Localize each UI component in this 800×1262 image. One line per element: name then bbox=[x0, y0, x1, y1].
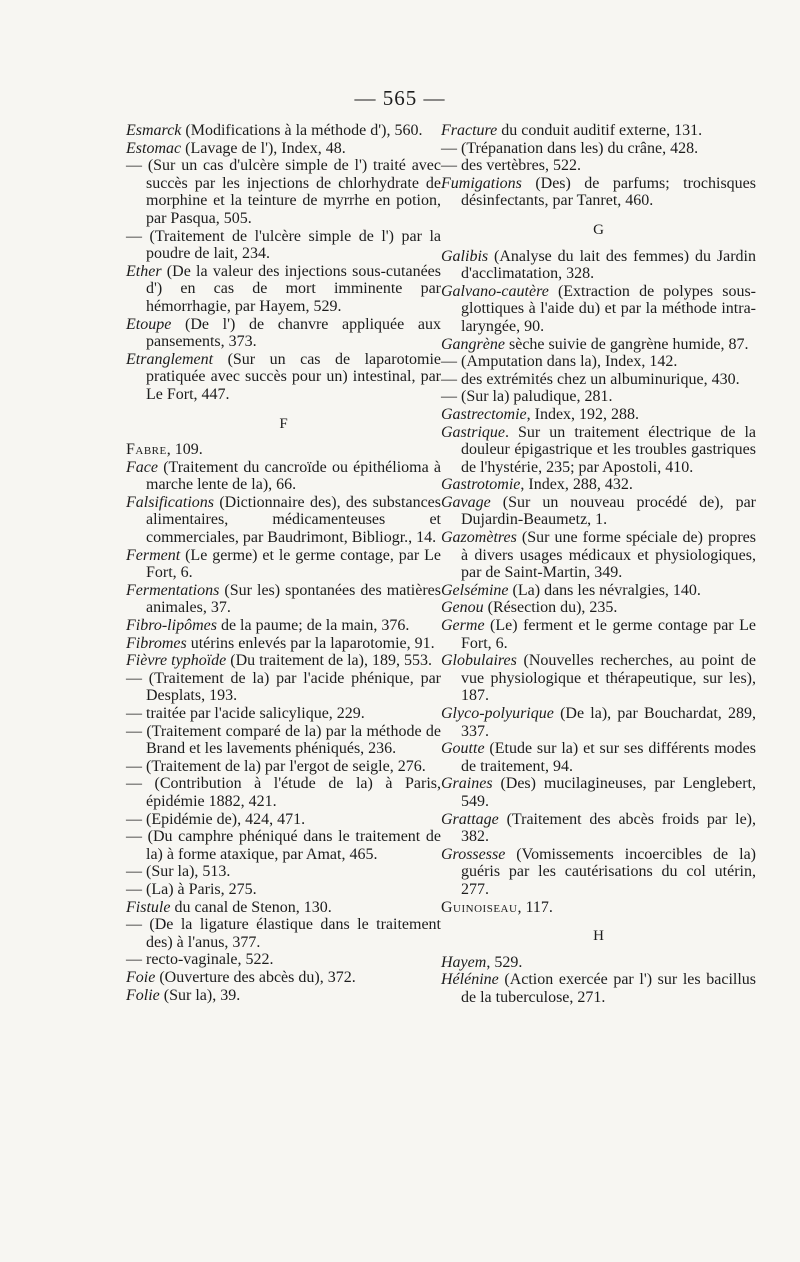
index-entry bbox=[126, 881, 441, 899]
index-entry bbox=[126, 122, 441, 140]
index-entry bbox=[441, 122, 756, 140]
index-entry bbox=[126, 441, 441, 459]
index-entry bbox=[126, 157, 441, 227]
entry-text: de la paume; de la main, 376. bbox=[216, 617, 410, 635]
entry-text: (La) dans les névralgies, 140. bbox=[508, 581, 701, 599]
entry-text: du conduit auditif externe, 131. bbox=[497, 122, 703, 139]
entry-text: (Vomissements incoercibles de la) guéris par les cautérisations du col utérin, 277. bbox=[461, 845, 756, 898]
entry-text: — (Trépanation dans les) du crâne, 428. bbox=[441, 139, 699, 157]
index-entry bbox=[441, 599, 756, 617]
index-entry bbox=[126, 987, 441, 1005]
entry-heading: Hélénine bbox=[441, 971, 499, 989]
entry-text: (Sur un cas de laparotomie pratiquée avec succès pour un) intestinal, par Le Fort, 447. bbox=[146, 350, 441, 403]
index-entry bbox=[441, 476, 756, 494]
entry-heading: Estomac bbox=[126, 139, 182, 157]
index-entry bbox=[441, 336, 756, 354]
entry-heading: Grattage bbox=[441, 810, 499, 828]
entry-text: (Modifications à la méthode d'), 560. bbox=[181, 122, 423, 139]
entry-text: (De la valeur des injections sous-cutanées d') en cas de mort imminente par hémorrhagie, par Hayem, 529. bbox=[146, 262, 441, 315]
entry-text: (Du traitement de la), 189, 553. bbox=[226, 652, 432, 670]
index-entry bbox=[441, 140, 756, 158]
entry-text: (Lavage de l'), Index, 48. bbox=[181, 139, 346, 157]
entry-text: — (De la ligature élastique dans le traitement des) à l'anus, 377. bbox=[126, 916, 441, 951]
entry-text: (Résection du), 235. bbox=[483, 599, 618, 617]
index-entry bbox=[126, 228, 441, 263]
index-entry bbox=[126, 775, 441, 810]
entry-text: . Sur un traitement électrique de la douleur épigastrique et les troubles gastriques de l'hystérie, 235; par Apostoli, 410. bbox=[461, 423, 756, 476]
entry-heading: Genou bbox=[441, 599, 484, 617]
index-entry bbox=[126, 951, 441, 969]
index-entry bbox=[126, 652, 441, 670]
entry-text: (Traitement du cancroïde ou épithélioma à marche lente de la), 66. bbox=[146, 458, 441, 494]
index-entry bbox=[126, 617, 441, 635]
index-entry bbox=[441, 157, 756, 175]
entry-text: — (Sur un cas d'ulcère simple de l') traité avec succès par les injections de chlorhydrate de morphine et la teinture de myrrhe en potion, par Pasqua, 505. bbox=[126, 157, 441, 227]
entry-heading: Folie bbox=[126, 986, 160, 1004]
index-entry bbox=[126, 811, 441, 829]
index-entry bbox=[126, 670, 441, 705]
index-entry bbox=[126, 705, 441, 723]
entry-text: (De l') de chanvre appliquée aux pansements, 373. bbox=[146, 315, 441, 351]
index-entry bbox=[441, 652, 756, 705]
index-entry bbox=[441, 424, 756, 477]
entry-text: — (Amputation dans la), Index, 142. bbox=[441, 353, 678, 371]
entry-heading: Fracture bbox=[441, 122, 498, 139]
entry-heading: Gangrène bbox=[441, 335, 505, 353]
index-entry bbox=[126, 723, 441, 758]
entry-text: — des vertèbres, 522. bbox=[441, 157, 581, 175]
entry-heading: Gastrectomie bbox=[441, 405, 527, 423]
entry-text: — (Du camphre phéniqué dans le traitement de la) à forme ataxique, par Amat, 465. bbox=[126, 828, 441, 863]
index-entry bbox=[441, 971, 756, 1006]
entry-heading: Ether bbox=[126, 262, 162, 280]
page-number: — 565 — bbox=[354, 86, 446, 110]
index-entry bbox=[441, 283, 756, 336]
index-entry bbox=[126, 140, 441, 158]
entry-text: , 529. bbox=[486, 953, 523, 971]
entry-heading: Gastrique bbox=[441, 423, 505, 441]
entry-text: (Sur les) spontanées des matières animales, 37. bbox=[146, 581, 441, 617]
index-entry bbox=[126, 547, 441, 582]
index-entry bbox=[441, 175, 756, 210]
entry-heading: Galvano-cautère bbox=[441, 282, 549, 300]
entry-heading: Graines bbox=[441, 775, 493, 793]
entry-text: (Le germe) et le germe contage, par Le Fort, 6. bbox=[146, 546, 441, 582]
index-entry bbox=[441, 406, 756, 424]
index-entry bbox=[441, 388, 756, 406]
entry-heading: Germe bbox=[441, 617, 485, 635]
entry-text: (Etude sur la) et sur ses différents modes de traitement, 94. bbox=[461, 740, 756, 775]
entry-text: — (Epidémie de), 424, 471. bbox=[126, 810, 306, 828]
entry-text: — des extrémités chez un albuminurique, 430. bbox=[441, 370, 740, 388]
index-entry bbox=[441, 248, 756, 283]
entry-heading: Gastrotomie bbox=[441, 476, 521, 494]
index-entry bbox=[441, 705, 756, 740]
index-entry bbox=[126, 863, 441, 881]
index-entry bbox=[441, 740, 756, 775]
entry-text: (De la), par Bouchardat, 289, 337. bbox=[461, 705, 756, 740]
index-entry bbox=[126, 969, 441, 987]
index-entry bbox=[126, 263, 441, 316]
entry-text: (Des) de parfums; trochisques désinfectants, par Tanret, 460. bbox=[461, 174, 756, 210]
entry-text: (Action exercée par l') sur les bacillus de la tuberculose, 271. bbox=[461, 971, 756, 1006]
entry-text: — (Traitement comparé de la) par la méthode de Brand et les lavements phéniqués, 236. bbox=[126, 722, 441, 758]
entry-text: , 109. bbox=[166, 441, 203, 459]
index-entry bbox=[441, 899, 756, 917]
entry-heading: Fumigations bbox=[441, 174, 522, 192]
section-letter: G bbox=[593, 221, 604, 238]
entry-text: (Analyse du lait des femmes) du Jardin d'acclimatation, 328. bbox=[461, 247, 756, 283]
entry-heading: Globulaires bbox=[441, 652, 517, 670]
index-entry bbox=[126, 635, 441, 653]
left-column bbox=[126, 122, 441, 1004]
index-entry bbox=[126, 459, 441, 494]
entry-text: (Sur un nouveau procédé de), par Dujardin-Beaumetz, 1. bbox=[461, 493, 756, 529]
entry-text: (Traitement des abcès froids par le), 382. bbox=[461, 810, 756, 846]
entry-text: , 117. bbox=[517, 898, 553, 916]
entry-heading: Foie bbox=[126, 968, 156, 986]
index-entry bbox=[441, 775, 756, 810]
index-entry bbox=[441, 846, 756, 899]
entry-heading: Grossesse bbox=[441, 845, 506, 863]
entry-text: (Sur une forme spéciale de) propres à divers usages médicaux et physiologiques, par de Saint-Martin, 349. bbox=[461, 529, 756, 582]
entry-text: — (Sur la) paludique, 281. bbox=[441, 388, 613, 406]
entry-heading: Fermentations bbox=[126, 581, 220, 599]
entry-text: sèche suivie de gangrène humide, 87. bbox=[504, 335, 749, 353]
entry-text: — (Contribution à l'étude de la) à Paris, épidémie 1882, 421. bbox=[126, 775, 441, 810]
entry-heading: Hayem bbox=[441, 953, 487, 971]
entry-text: (Ouverture des abcès du), 372. bbox=[155, 968, 356, 986]
entry-heading: Gelsémine bbox=[441, 581, 509, 599]
index-entry bbox=[126, 828, 441, 863]
index-entry bbox=[441, 954, 756, 972]
index-entry bbox=[441, 811, 756, 846]
index-entry bbox=[126, 899, 441, 917]
section-letter: H bbox=[593, 928, 604, 945]
entry-heading: Ferment bbox=[126, 546, 181, 564]
entry-heading: Fibro-lipômes bbox=[126, 617, 217, 635]
entry-heading: Glyco-polyurique bbox=[441, 705, 554, 722]
index-entry bbox=[441, 494, 756, 529]
section-letter: F bbox=[279, 415, 288, 432]
entry-heading: Etranglement bbox=[126, 350, 214, 368]
entry-text: — recto-vaginale, 522. bbox=[126, 951, 274, 969]
entry-text: utérins enlevés par la laparotomie, 91. bbox=[186, 634, 435, 652]
index-entry bbox=[441, 529, 756, 582]
index-entry bbox=[126, 582, 441, 617]
index-entry bbox=[441, 582, 756, 600]
entry-text: , Index, 192, 288. bbox=[526, 405, 640, 423]
entry-text: du canal de Stenon, 130. bbox=[170, 898, 332, 916]
entry-text: (Nouvelles recherches, au point de vue physiologique et thérapeutique, sur les), 187. bbox=[461, 652, 756, 705]
entry-text: (Sur la), 39. bbox=[159, 986, 241, 1004]
entry-text: — traitée par l'acide salicylique, 229. bbox=[126, 705, 365, 722]
entry-text: , Index, 288, 432. bbox=[520, 476, 633, 494]
entry-heading: Goutte bbox=[441, 740, 485, 758]
index-entry bbox=[441, 617, 756, 652]
index-entry bbox=[126, 316, 441, 351]
entry-heading: Fabre bbox=[126, 441, 167, 459]
index-entry bbox=[126, 494, 441, 547]
entry-heading: Esmarck bbox=[126, 122, 182, 139]
entry-text: (Des) mucilagineuses, par Lenglebert, 549. bbox=[461, 775, 756, 810]
index-entry bbox=[126, 916, 441, 951]
entry-text: — (La) à Paris, 275. bbox=[126, 880, 257, 898]
entry-heading: Fibromes bbox=[126, 634, 187, 652]
entry-heading: Fistule bbox=[126, 898, 171, 916]
entry-heading: Gavage bbox=[441, 493, 491, 511]
index-entry bbox=[441, 371, 756, 389]
entry-text: (Le) ferment et le germe contage par Le Fort, 6. bbox=[461, 617, 756, 652]
entry-heading: Face bbox=[126, 458, 158, 476]
entry-text: — (Traitement de la) par l'ergot de seigle, 276. bbox=[126, 757, 426, 775]
entry-text: (Dictionnaire des), des substances alimentaires, médicamenteuses et commerciales, par Baudrimont, Bibliogr., 14. bbox=[146, 493, 441, 547]
entry-heading: Fièvre typhoïde bbox=[126, 652, 227, 670]
index-entry bbox=[126, 758, 441, 776]
right-column bbox=[441, 122, 756, 1007]
entry-heading: Guinoiseau bbox=[441, 898, 518, 916]
entry-text: — (Traitement de l'ulcère simple de l') par la poudre de lait, 234. bbox=[126, 227, 441, 263]
entry-text: — (Traitement de la) par l'acide phénique, par Desplats, 193. bbox=[126, 669, 441, 705]
entry-heading: Galibis bbox=[441, 247, 489, 265]
entry-heading: Etoupe bbox=[126, 315, 172, 333]
entry-heading: Falsifications bbox=[126, 493, 214, 511]
entry-text: — (Sur la), 513. bbox=[126, 863, 231, 881]
index-entry bbox=[126, 351, 441, 404]
index-entry bbox=[441, 353, 756, 371]
entry-heading: Gazomètres bbox=[441, 529, 517, 547]
entry-text: (Extraction de polypes sous-glottiques à l'aide du) et par la méthode intra-laryngée, 90. bbox=[461, 282, 756, 335]
